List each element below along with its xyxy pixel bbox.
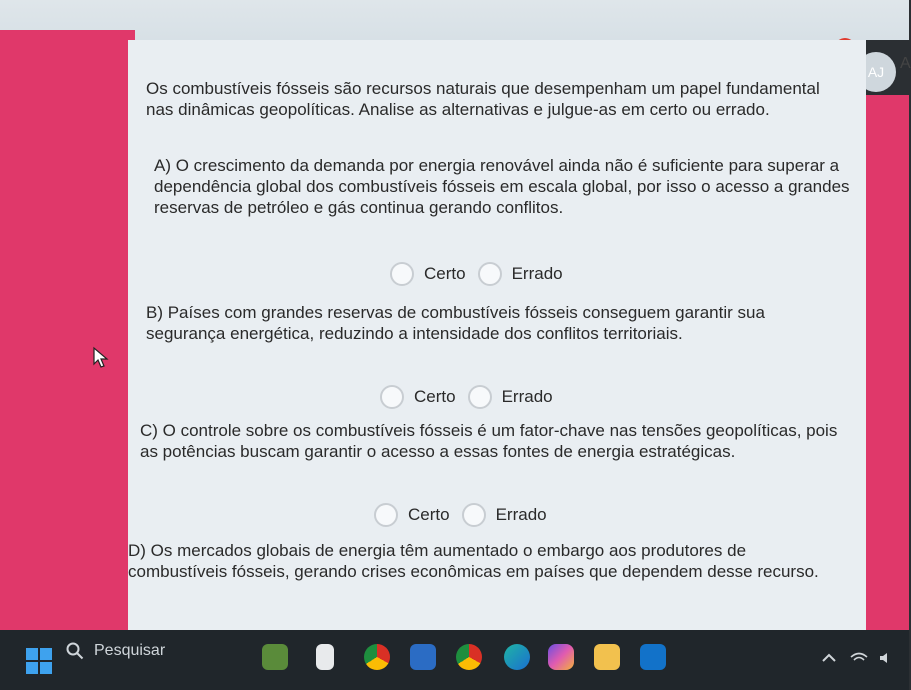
radio-errado-a[interactable] [478,262,502,286]
radio-errado-c[interactable] [462,503,486,527]
option-certo-a[interactable] [390,262,466,286]
radio-certo-a[interactable] [390,262,414,286]
question-intro: Os combustíveis fósseis são recursos naturais que desempenham um papel fundamental nas dinâmicas geopolíticas. Analise as alternativas e julgue-as em certo ou errado. [146,79,820,119]
mouse-cursor-icon [92,346,110,368]
option-certo-b-label: Certo [414,387,456,406]
wifi-icon[interactable] [850,652,868,664]
options-c [374,503,547,527]
taskbar-search[interactable] [66,636,256,666]
taskbar [0,630,909,690]
copilot-icon[interactable] [548,644,574,670]
option-errado-c-label: Errado [495,505,547,524]
option-certo-a-label: Certo [424,264,466,283]
radio-certo-c[interactable] [374,503,398,527]
option-errado-b-label: Errado [501,387,553,406]
option-certo-c[interactable] [374,503,450,527]
avatar[interactable]: AJ [856,52,896,92]
option-errado-a-label: Errado [511,264,563,283]
question-d: D) Os mercados globais de energia têm aumentado o embargo aos produtores de combustíveis fósseis, gerando crises econômicas em países que dependem desse recurso. [128,541,819,581]
taskview-icon[interactable] [316,644,334,670]
question-c: C) O controle sobre os combustíveis fósseis é um fator-chave nas tensões geopolíticas, pois as potências buscam garantir o acesso a essas fontes de energia estratégicas. [140,421,838,461]
option-errado-b[interactable] [468,385,553,409]
right-pink-band [861,95,909,655]
quiz-page [128,40,866,630]
left-pink-band [0,30,135,645]
search-placeholder: Pesquisar [94,642,166,659]
browser-top-bar [0,0,909,40]
volume-icon[interactable] [878,652,896,664]
cut-off-letter: A [900,55,911,72]
option-certo-c-label: Certo [408,505,450,524]
file-explorer-icon[interactable] [594,644,620,670]
option-errado-c[interactable] [462,503,547,527]
radio-errado-b[interactable] [468,385,492,409]
store-icon[interactable] [410,644,436,670]
radio-certo-b[interactable] [380,385,404,409]
question-b: B) Países com grandes reservas de combustíveis fósseis conseguem garantir sua segurança energética, reduzindo a intensidade dos conflitos territoriais. [146,303,765,343]
question-a: A) O crescimento da demanda por energia renovável ainda não é suficiente para superar a dependência global dos combustíveis fósseis em escala global, por isso o acesso a grandes reservas de petróleo e gás continua gerando conflitos. [154,156,850,217]
search-icon [66,642,84,660]
options-a [390,262,563,286]
chevron-up-icon[interactable] [820,652,838,664]
options-b [380,385,553,409]
widgets-icon[interactable] [262,644,288,670]
option-errado-a[interactable] [478,262,563,286]
chrome-profile-icon[interactable] [456,644,482,670]
edge-icon[interactable] [504,644,530,670]
outlook-icon[interactable] [640,644,666,670]
windows-start-icon[interactable] [26,648,52,674]
chrome-icon[interactable] [364,644,390,670]
option-certo-b[interactable] [380,385,456,409]
